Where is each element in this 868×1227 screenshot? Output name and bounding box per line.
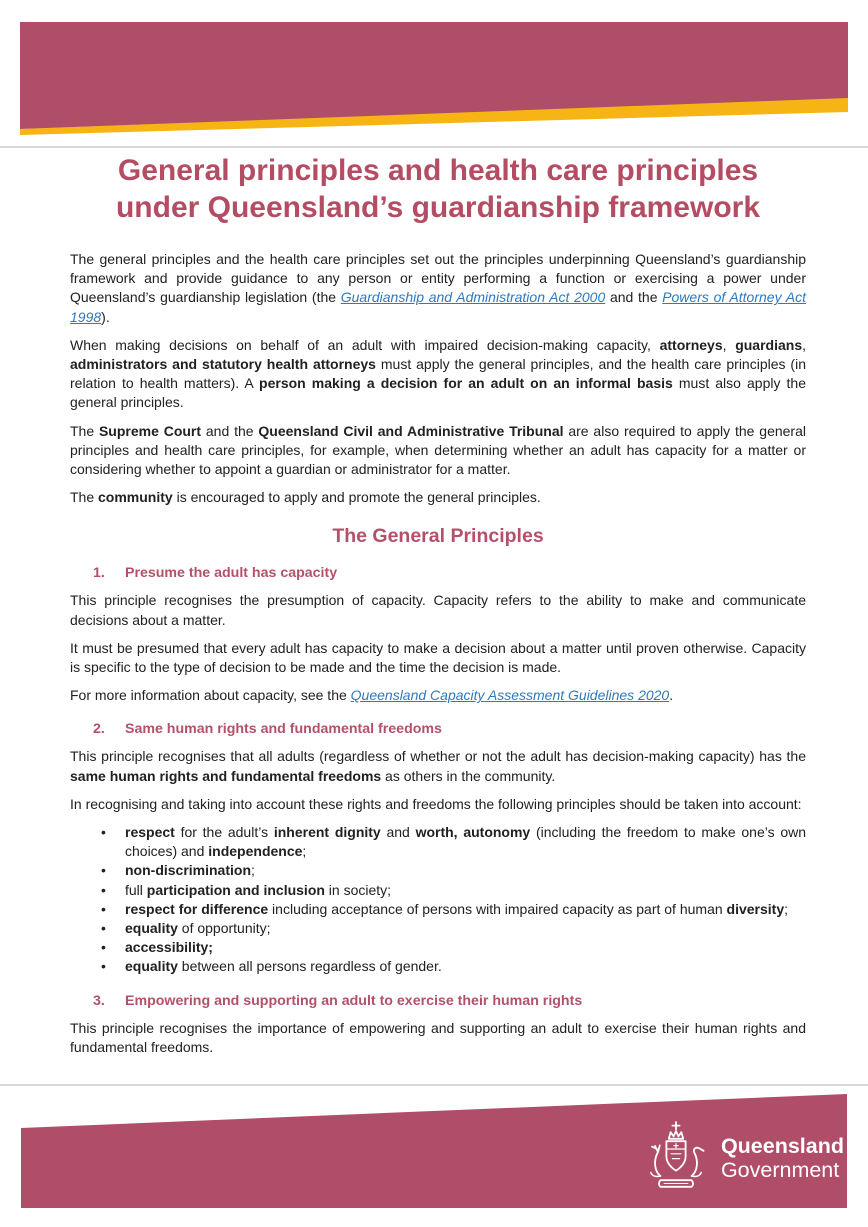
queensland-coat-of-arms-icon	[640, 1118, 712, 1198]
document-body	[70, 150, 806, 1066]
text-run: participation and inclusion	[146, 881, 325, 898]
principle-number: 1.	[93, 565, 105, 582]
bullet-item	[70, 900, 806, 919]
bullet-item	[70, 861, 806, 880]
logo-text-queensland: Queensland	[720, 1134, 844, 1158]
text-run: non-discrimination	[125, 862, 251, 879]
text-run: equality	[125, 920, 178, 937]
bullet-text	[125, 919, 806, 938]
text-run: guardians	[735, 336, 803, 353]
principle-number: 3.	[93, 992, 105, 1009]
bullet-icon: •	[101, 958, 106, 975]
bullet-text	[125, 938, 806, 957]
text-run: for the adult’s	[174, 824, 274, 841]
principle-heading-2	[70, 720, 806, 739]
document-title-line2: under Queensland’s guardianship framework	[115, 191, 761, 224]
text-run: between all persons regardless of gender.	[177, 958, 442, 975]
text-run: equality	[125, 958, 178, 975]
text-run: .	[669, 687, 674, 704]
text-run: person making a decision for an adult on an informal basis	[259, 375, 673, 392]
text-run: including acceptance of persons with impaired capacity as part of human	[268, 900, 727, 917]
text-run: attorneys	[659, 336, 723, 353]
text-run: ,	[722, 336, 736, 353]
text-run: administrators and statutory health attorneys	[70, 356, 376, 373]
text-run: and the	[201, 422, 259, 439]
text-run: are also required to apply the general principles and health care principles, for example, when determining whether an adult has capacity for a matter or considering whether to appoint a guardian or administrator for a matter.	[70, 422, 806, 478]
text-run: full	[125, 881, 147, 898]
text-run: For more information about capacity, see the	[70, 687, 351, 704]
text-run: accessibility;	[125, 939, 213, 956]
header-banner	[0, 0, 868, 140]
text-run: Queensland Civil and Administrative Tribunal	[258, 422, 564, 439]
text-run: Supreme Court	[98, 422, 202, 439]
bullet-item	[70, 823, 806, 861]
hyperlink[interactable]: Guardianship and Administration Act 2000	[340, 289, 606, 306]
section-heading: The General Principles	[332, 525, 544, 548]
text-run: This principle recognises the importance of empowering and supporting an adult to exercise their human rights and fundamental freedoms.	[70, 1019, 806, 1055]
principle-paragraph	[70, 795, 806, 814]
text-run: ;	[302, 843, 307, 860]
logo-text	[721, 1134, 844, 1182]
text-run: and	[380, 824, 416, 841]
bullet-item	[70, 919, 806, 938]
intro-paragraph	[70, 250, 806, 327]
text-run: This principle recognises the presumption of capacity. Capacity refers to the ability to make and communicate decisions about a matter.	[70, 592, 806, 628]
text-run: When making decisions on behalf of an adult with impaired decision-making capacity,	[70, 336, 660, 353]
bullet-icon: •	[101, 900, 106, 917]
principle-paragraph	[70, 747, 806, 785]
page-divider-top	[0, 146, 868, 148]
text-run: diversity	[726, 900, 785, 917]
text-run: must also apply the general principles.	[70, 375, 806, 411]
bullet-text	[125, 861, 806, 880]
bullet-item	[70, 938, 806, 957]
text-run: In recognising and taking into account these rights and freedoms the following principles should be taken into account:	[70, 795, 802, 812]
principle-heading-1	[70, 564, 806, 583]
bullet-icon: •	[101, 939, 106, 956]
text-run: community	[98, 489, 173, 506]
text-run: worth, autonomy	[415, 824, 531, 841]
text-run: must apply the general principles, and the health care principles (in relation to health matters). A	[70, 356, 806, 392]
principle-label: Same human rights and fundamental freedoms	[125, 721, 442, 738]
principle-number: 2.	[93, 721, 105, 738]
text-run: ).	[101, 308, 110, 325]
principle-label: Empowering and supporting an adult to exercise their human rights	[125, 992, 583, 1009]
text-run: It must be presumed that every adult has capacity to make a decision about a matter until proven otherwise. Capacity is specific to the type of decision to be made and the time the decision is made.	[70, 639, 806, 676]
text-run: respect for difference	[125, 900, 269, 917]
hyperlink[interactable]: Powers of Attorney Act 1998	[70, 289, 806, 325]
bullet-item	[70, 957, 806, 976]
bullet-icon: •	[101, 824, 106, 841]
text-run: as others in the community.	[381, 767, 556, 784]
intro-paragraph	[70, 336, 806, 413]
bullet-text	[125, 823, 806, 861]
principle-paragraph	[70, 639, 806, 677]
bullet-icon: •	[101, 862, 106, 879]
intro-paragraph	[70, 488, 806, 507]
intro-paragraph	[70, 422, 806, 480]
text-run: (including the freedom to make one’s own choices) and	[125, 824, 807, 860]
document-title-line1: General principles and health care principles	[117, 154, 759, 187]
bullet-list	[70, 823, 806, 977]
text-run: ;	[784, 900, 789, 917]
text-run: The general principles and the health care principles set out the principles underpinning Queensland’s guardianship framework and provide guidance to any person or entity performing a function or exercising a power under Queensland’s guardianship legislation (the	[70, 251, 806, 306]
text-run: same human rights and fundamental freedoms	[70, 767, 382, 784]
text-run: ;	[251, 862, 255, 879]
text-run: independence	[208, 843, 303, 860]
text-run: of opportunity;	[177, 920, 271, 937]
principle-paragraph	[70, 686, 806, 705]
bullet-text	[125, 900, 806, 919]
text-run: ,	[802, 336, 806, 353]
principle-heading-3	[70, 992, 806, 1011]
text-run: respect	[125, 824, 175, 841]
bullet-icon: •	[101, 920, 106, 937]
text-run: The	[70, 422, 99, 439]
queensland-government-logo	[640, 1118, 844, 1198]
logo-text-government: Government	[720, 1158, 840, 1182]
text-run: is encouraged to apply and promote the general principles.	[172, 489, 541, 506]
text-run: This principle recognises that all adults (regardless of whether or not the adult has decision-making capacity) has the	[70, 748, 806, 765]
principle-label: Presume the adult has capacity	[125, 565, 338, 582]
text-run: in society;	[324, 881, 392, 898]
hyperlink[interactable]: Queensland Capacity Assessment Guidelines 2020	[350, 687, 670, 704]
text-run: The	[70, 489, 99, 506]
document-title	[70, 152, 806, 226]
bullet-icon: •	[101, 881, 106, 898]
footer	[0, 1084, 868, 1227]
text-run: and the	[605, 289, 663, 306]
bullet-text	[125, 957, 806, 976]
principle-paragraph	[70, 1019, 806, 1057]
bullet-text	[125, 881, 806, 900]
principle-paragraph	[70, 591, 806, 629]
text-run: inherent dignity	[273, 824, 381, 841]
bullet-item	[70, 881, 806, 900]
